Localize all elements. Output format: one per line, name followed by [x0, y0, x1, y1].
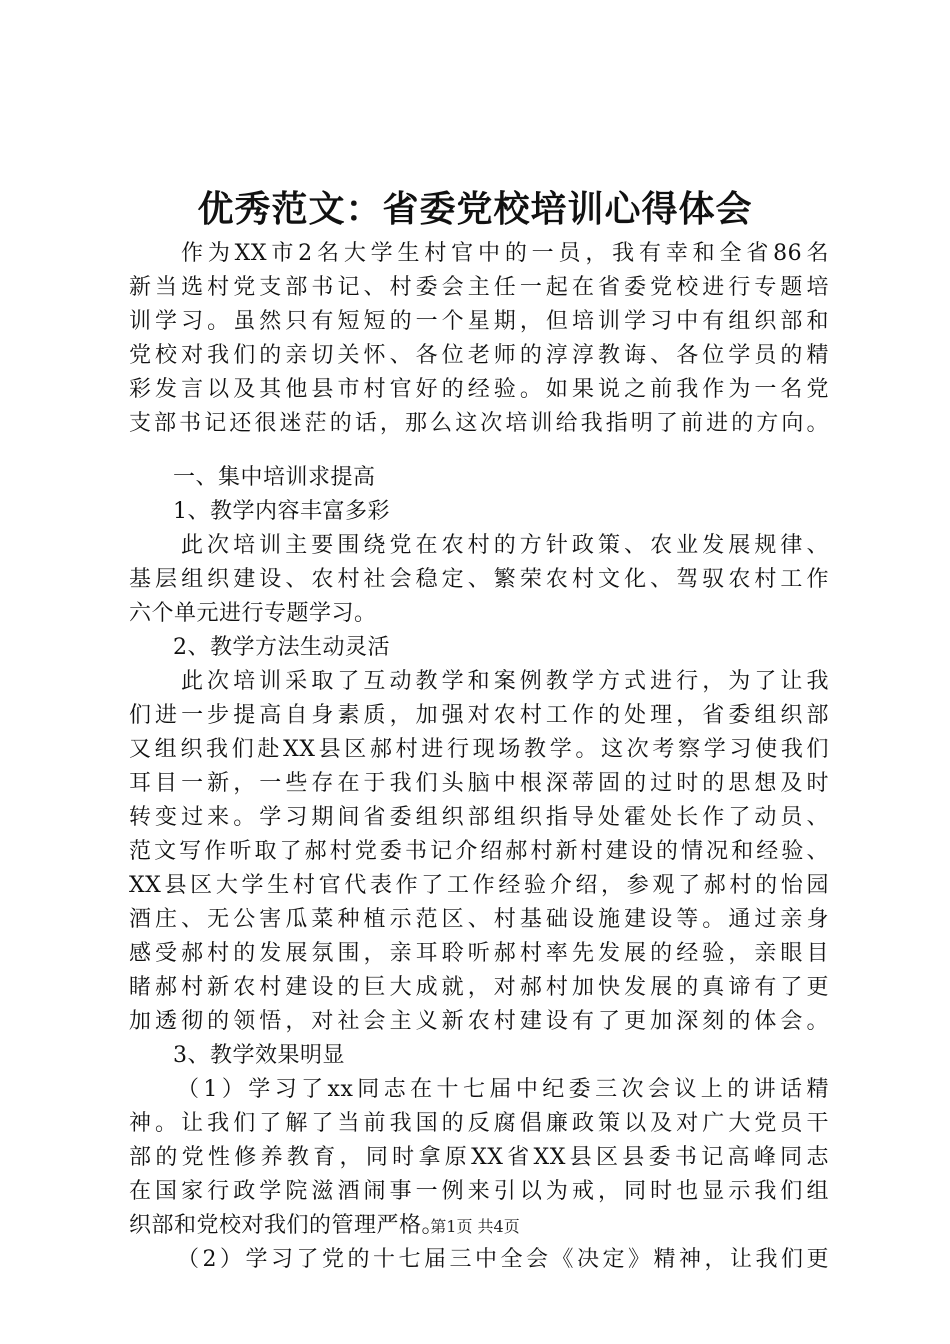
paragraph-line: 支部书记还很迷茫的话，那么这次培训给我指明了前进的方向。	[129, 411, 829, 436]
paragraph-line: （1）学习了xx同志在十七届中纪委三次会议上的讲话精	[177, 1077, 829, 1102]
paragraph-line: （2）学习了党的十七届三中全会《决定》精神，让我们更	[177, 1247, 829, 1272]
paragraph-line: 酒庄、无公害瓜菜种植示范区、村基础设施建设等。通过亲身	[129, 907, 829, 932]
subsection-heading: 2、教学方法生动灵活	[173, 635, 390, 660]
paragraph-line: 范文写作听取了郝村党委书记介绍郝村新村建设的情况和经验、	[129, 839, 829, 864]
paragraph-line: 织部和党校对我们的管理严格。	[129, 1213, 445, 1238]
paragraph-line: 加透彻的领悟，对社会主义新农村建设有了更加深刻的体会。	[129, 1009, 829, 1034]
paragraph-line: 此次培训主要围绕党在农村的方针政策、农业发展规律、	[181, 533, 829, 558]
paragraph-line: 睹郝村新农村建设的巨大成就，对郝村加快发展的真谛有了更	[129, 975, 829, 1000]
paragraph-line: 基层组织建设、农村社会稳定、繁荣农村文化、驾驭农村工作	[129, 567, 829, 592]
paragraph-line: 部的党性修养教育，同时拿原XX省XX县区县委书记高峰同志	[129, 1145, 829, 1170]
document-title: 优秀范文：省委党校培训心得体会	[197, 188, 753, 230]
paragraph-line: 耳目一新，一些存在于我们头脑中根深蒂固的过时的思想及时	[129, 771, 829, 796]
paragraph-line: 训学习。虽然只有短短的一个星期，但培训学习中有组织部和	[129, 309, 829, 334]
paragraph-line: 六个单元进行专题学习。	[129, 601, 377, 626]
subsection-heading: 3、教学效果明显	[173, 1043, 345, 1068]
paragraph-line: 感受郝村的发展氛围，亲耳聆听郝村率先发展的经验，亲眼目	[129, 941, 829, 966]
paragraph-line: 又组织我们赴XX县区郝村进行现场教学。这次考察学习使我们	[129, 737, 829, 762]
subsection-heading: 1、教学内容丰富多彩	[173, 499, 390, 524]
paragraph-line: 神。让我们了解了当前我国的反腐倡廉政策以及对广大党员干	[129, 1111, 829, 1136]
paragraph-line: 新当选村党支部书记、村委会主任一起在省委党校进行专题培	[129, 275, 829, 300]
paragraph-line: 此次培训采取了互动教学和案例教学方式进行，为了让我	[181, 669, 829, 694]
paragraph-line: 在国家行政学院滋酒闹事一例来引以为戒，同时也显示我们组	[129, 1179, 829, 1204]
paragraph-line: 作为XX市2名大学生村官中的一员，我有幸和全省86名	[181, 241, 829, 266]
page-number: 第1页 共4页	[430, 1217, 520, 1236]
paragraph-line: 彩发言以及其他县市村官好的经验。如果说之前我作为一名党	[129, 377, 829, 402]
paragraph-line: 党校对我们的亲切关怀、各位老师的淳淳教诲、各位学员的精	[129, 343, 829, 368]
paragraph-line: 们进一步提高自身素质，加强对农村工作的处理，省委组织部	[129, 703, 829, 728]
paragraph-line: XX县区大学生村官代表作了工作经验介绍，参观了郝村的怡园	[129, 873, 829, 898]
document-body	[129, 237, 829, 1277]
section-heading: 一、集中培训求提高	[173, 465, 376, 490]
paragraph-gap	[129, 441, 829, 461]
paragraph-line: 转变过来。学习期间省委组织部组织指导处霍处长作了动员、	[129, 805, 829, 830]
